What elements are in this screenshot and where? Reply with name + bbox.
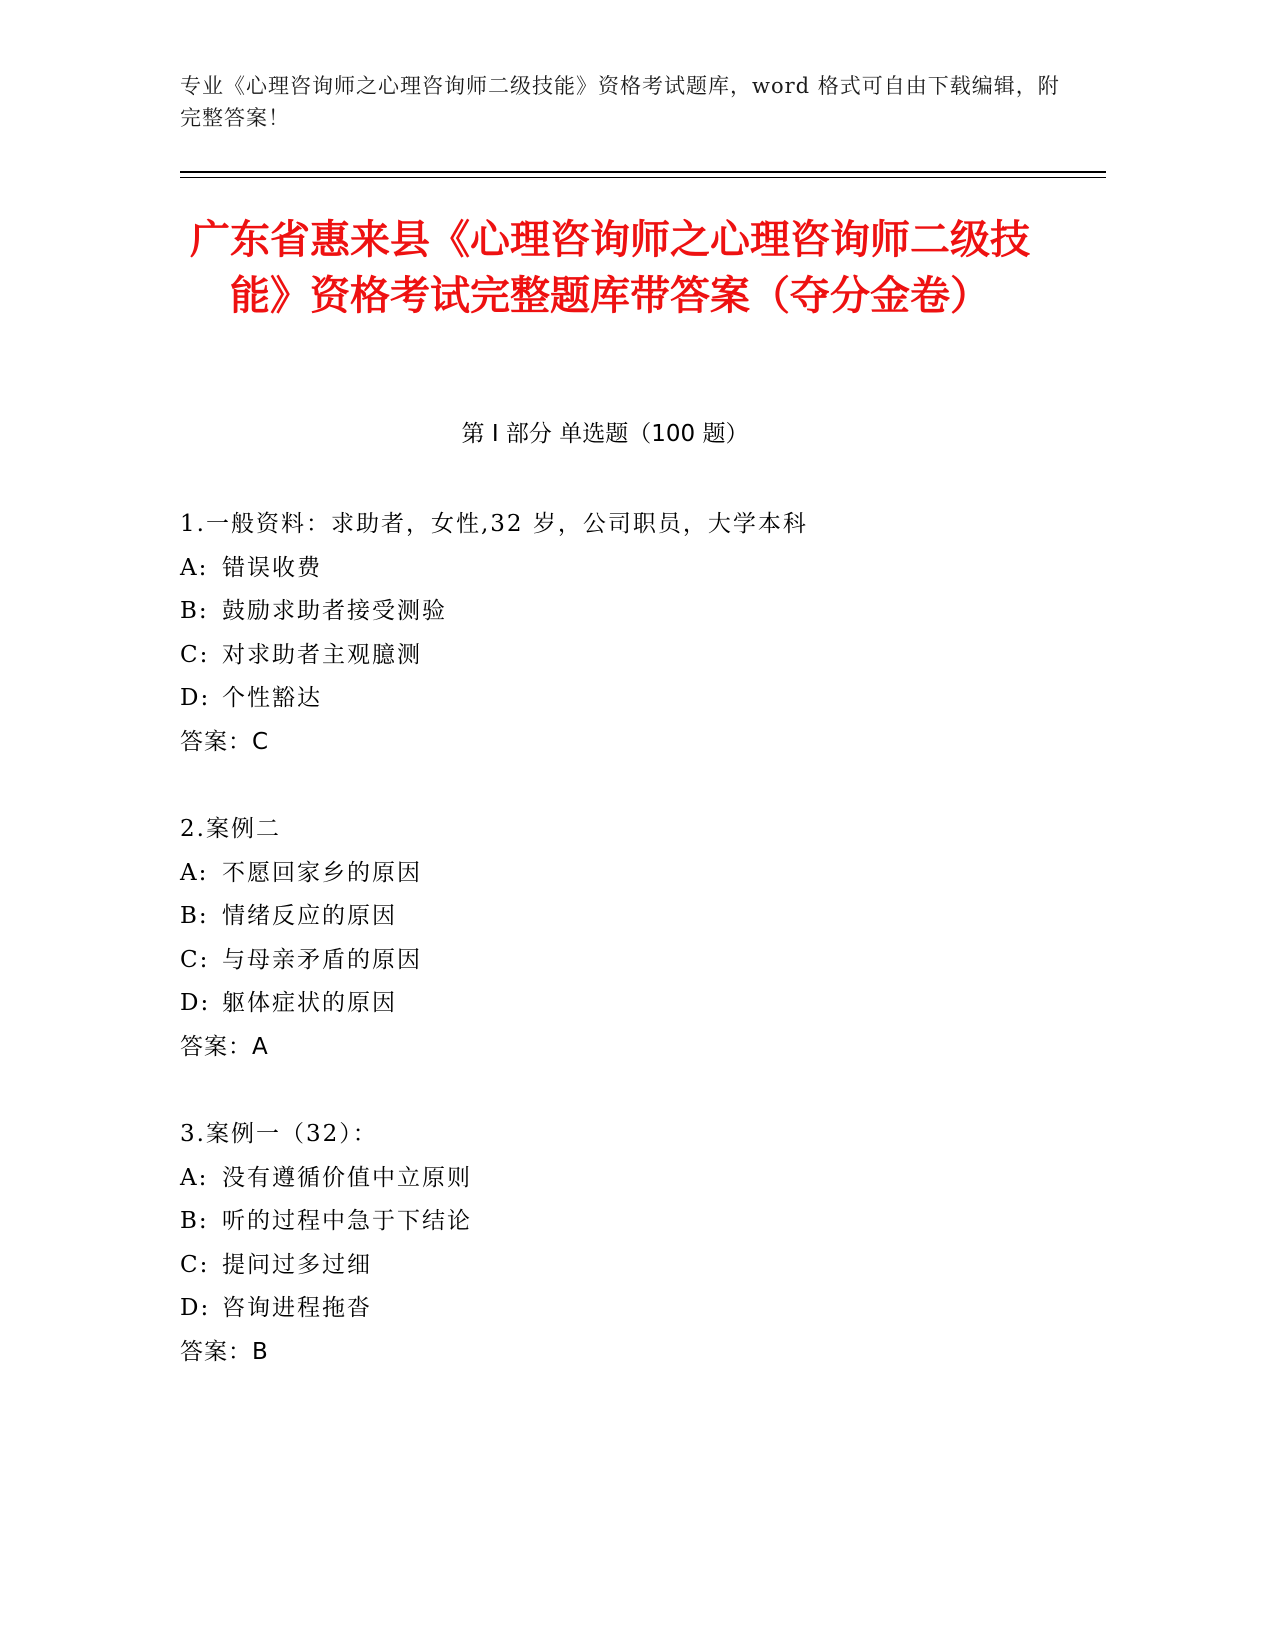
option-text: 听的过程中急于下结论 — [222, 1208, 472, 1234]
option-text: 错误收费 — [222, 554, 322, 581]
option-key: D: — [180, 685, 211, 711]
question-block — [180, 503, 1080, 764]
option-text: 提问过多过细 — [222, 1251, 372, 1278]
option-c — [180, 634, 1080, 678]
option-b — [180, 590, 1080, 634]
question-stem: 3.案例一（32）： — [180, 1121, 378, 1147]
option-d — [180, 982, 1080, 1026]
document-title: 广东省惠来县《心理咨询师之心理咨询师二级技能》资格考试完整题库带答案（夺分金卷） — [190, 217, 1030, 319]
option-key: C: — [180, 641, 210, 668]
option-key: D: — [180, 1295, 211, 1321]
option-key: C: — [180, 946, 210, 973]
option-key: A: — [180, 859, 209, 886]
question-block — [180, 808, 1080, 1069]
option-key: A: — [180, 554, 209, 581]
section-heading: 第 I 部分 单选题（100 题） — [461, 421, 749, 447]
answer-line: 答案：C — [180, 728, 270, 755]
option-text: 与母亲矛盾的原因 — [222, 946, 422, 973]
header-divider-thin — [180, 177, 1106, 178]
option-key: C: — [180, 1251, 210, 1278]
option-b — [180, 895, 1080, 939]
option-a — [180, 852, 1080, 896]
option-text: 不愿回家乡的原因 — [222, 859, 422, 886]
option-text: 鼓励求助者接受测验 — [222, 598, 447, 624]
option-text: 咨询进程拖沓 — [222, 1295, 372, 1321]
header-note: 专业《心理咨询师之心理咨询师二级技能》资格考试题库，word 格式可自由下载编辑，附完整答案！ — [180, 74, 1060, 130]
question-stem: 2.案例二 — [180, 816, 281, 842]
option-key: D: — [180, 990, 211, 1016]
option-key: B: — [180, 903, 209, 929]
option-text: 没有遵循价值中立原则 — [222, 1164, 472, 1191]
option-b — [180, 1200, 1080, 1244]
question-block — [180, 1113, 1080, 1374]
option-text: 个性豁达 — [222, 685, 322, 711]
question-stem: 1.一般资料：求助者，女性,32 岁，公司职员，大学本科 — [180, 511, 808, 537]
option-a — [180, 547, 1080, 591]
header-divider-thick — [180, 171, 1106, 173]
option-c — [180, 1244, 1080, 1288]
option-a — [180, 1157, 1080, 1201]
option-key: B: — [180, 598, 209, 624]
option-key: A: — [180, 1164, 209, 1191]
option-d — [180, 1287, 1080, 1331]
option-key: B: — [180, 1208, 209, 1234]
option-d — [180, 677, 1080, 721]
option-text: 情绪反应的原因 — [222, 903, 397, 929]
option-c — [180, 939, 1080, 983]
answer-line: 答案：A — [180, 1033, 269, 1060]
option-text: 对求助者主观臆测 — [222, 641, 422, 668]
option-text: 躯体症状的原因 — [222, 990, 397, 1016]
answer-line: 答案：B — [180, 1338, 269, 1365]
